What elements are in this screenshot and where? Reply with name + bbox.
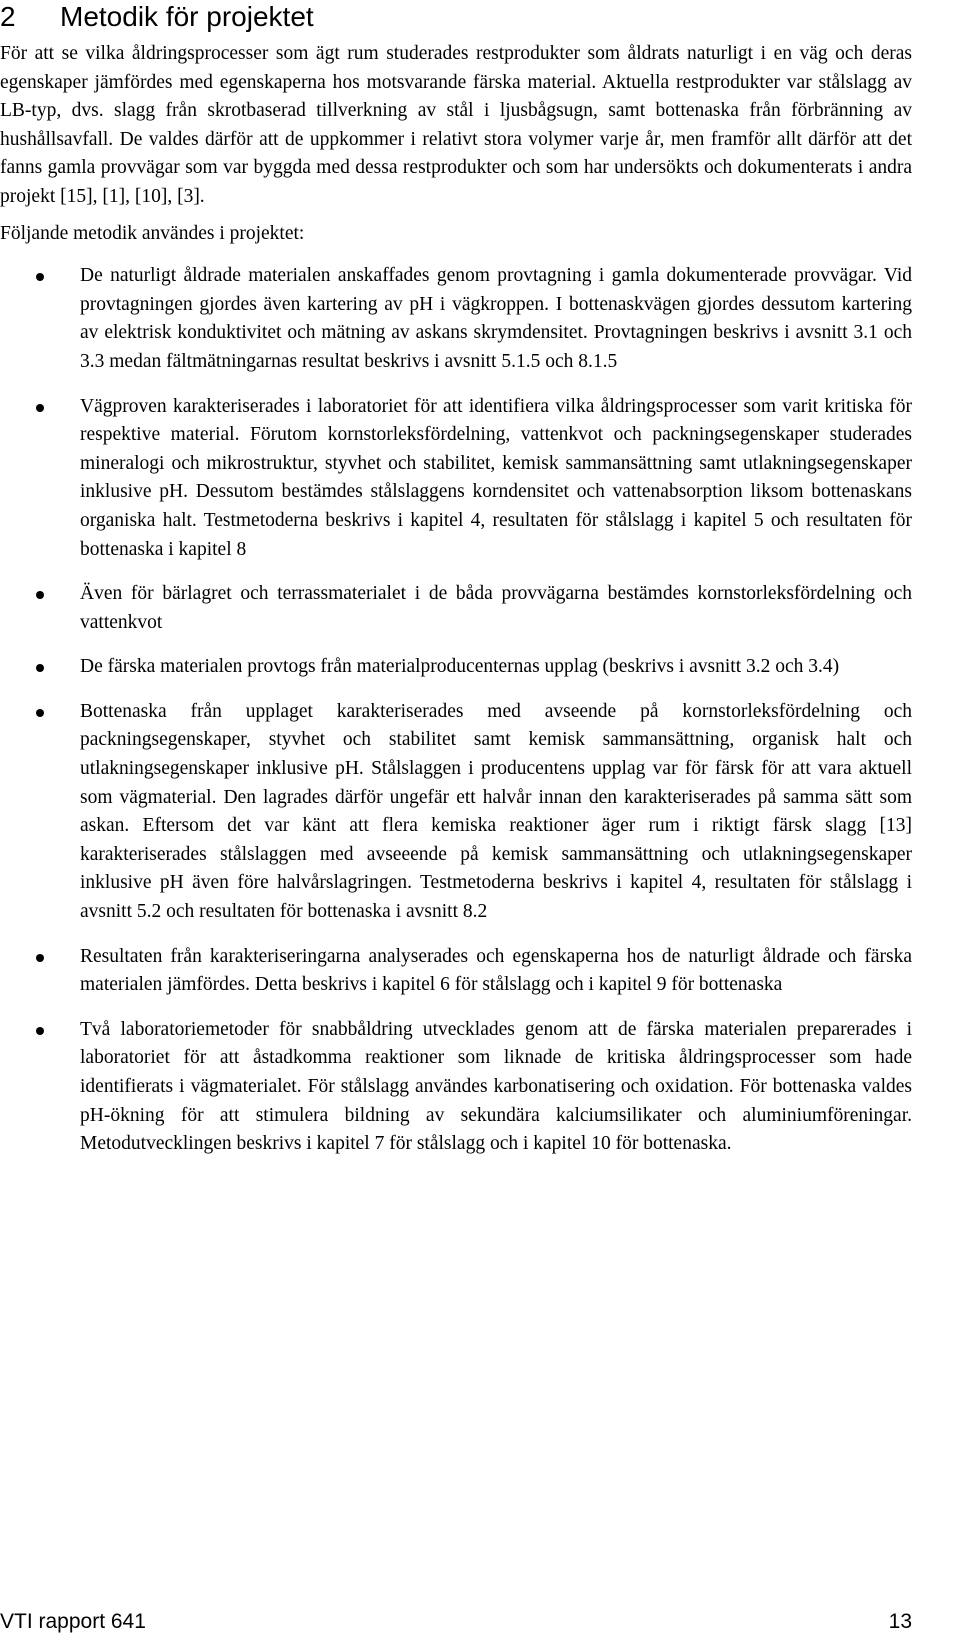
list-item — [0, 580, 912, 637]
list-item — [0, 698, 912, 927]
bullet-icon — [36, 1027, 44, 1035]
section-title: Metodik för projektet — [60, 1, 314, 32]
list-item — [0, 653, 912, 682]
bullet-icon — [36, 709, 44, 717]
list-item-text: Resultaten från karakteriseringarna analyserades och egenskaperna hos de naturligt åldrade och färska materialen jämfördes. Detta beskrivs i kapitel 6 för stålslagg och i kapitel 9 för bottenaska — [80, 945, 912, 996]
list-item-text: Två laboratoriemetoder för snabbåldring utvecklades genom att de färska materialen preparerades i laboratoriet för att åstadkomma reaktioner som liknade de kritiska åldringsprocesser som hade identifierats i vägmaterialet. För stålslagg användes karbonatisering och oxidation. För bottenaska valdes pH-ökning för att stimulera bildning av sekundära kalciumsilikater och aluminiumföreningar. Metodutvecklingen beskrivs i kapitel 7 för stålslagg och i kapitel 10 för bottenaska. — [80, 1018, 912, 1155]
body-text — [0, 40, 912, 1159]
list-item — [0, 943, 912, 1000]
list-item-text: De naturligt åldrade materialen anskaffades genom provtagning i gamla dokumenterade provvägar. Vid provtagningen gjordes även kartering av pH i vägkroppen. I bottenaskvägen gjordes dessutom kartering av elektrisk konduktivitet och mätning av askans skrymdensitet. Provtagningen beskrivs i avsnitt 3.1 och 3.3 medan fältmätningarnas resultat beskrivs i avsnitt 5.1.5 och 8.1.5 — [80, 265, 912, 372]
page-number: 13 — [888, 1610, 912, 1633]
bullet-icon — [36, 591, 44, 599]
section-number: 2 — [0, 1, 16, 32]
list-item-text: Vägproven karakteriserades i laboratoriet för att identifiera vilka åldringsprocesser som varit kritiska för respektive material. Förutom kornstorleksfördelning, vattenkvot och packningsegenskaper studerades mineralogi och mikrostruktur, styvhet och stabilitet, kemisk sammansättning samt utlakningsegenskaper inklusive pH. Dessutom bestämdes stålslaggens korndensitet och vattenabsorption liksom bottenaskans organiska halt. Testmetoderna beskrivs i kapitel 4, resultaten för stålslagg i kapitel 5 och resultaten för bottenaska i kapitel 8 — [80, 395, 912, 560]
list-item — [0, 1016, 912, 1159]
report-name: VTI rapport 641 — [0, 1610, 146, 1633]
section-heading — [0, 0, 314, 34]
method-lead-paragraph: Följande metodik användes i projektet: — [0, 222, 305, 244]
list-item-text: De färska materialen provtogs från materialproducenternas upplag (beskrivs i avsnitt 3.2 och 3.4) — [80, 656, 840, 678]
list-item-text: Även för bärlagret och terrassmaterialet i de båda provvägarna bestämdes kornstorleksfördelning och vattenkvot — [80, 583, 912, 633]
list-item — [0, 393, 912, 565]
intro-paragraph: För att se vilka åldringsprocesser som ägt rum studerades restprodukter som åldrats naturligt i en väg och deras egenskaper jämfördes med egenskaperna hos motsvarande färska material. Aktuella restprodukter var stålslagg av LB-typ, dvs. slagg från skrotbaserad tillverkning av stål i ljusbågsugn, samt bottenaska från förbränning av hushållsavfall. De valdes därför att de uppkommer i relativt stora volymer varje år, men framför allt därför att det fanns gamla provvägar som var byggda med dessa restprodukter och som har undersökts och dokumenterats i andra projekt [15], [1], [10], [3]. — [0, 43, 912, 207]
list-item — [0, 262, 912, 376]
list-item-text: Bottenaska från upplaget karakteriserades med avseende på kornstorleksfördelning och packningsegenskaper, styvhet och stabilitet samt kemisk sammansättning, organisk halt och utlakningsegenskaper inklusive pH. Stålslaggen i producentens upplag var för färsk för att vara aktuell som vägmaterial. Den lagrades därför ungefär ett halvår innan den karakteriserades på samma sätt som askan. Eftersom det var känt att flera kemiska reaktioner äger rum i riktigt färsk slagg [13] karakteriserades stålslaggen med avseeende på kemisk sammansättning och utlakningsegenskaper inklusive pH även före halvårslagringen. Testmetoderna beskrivs i kapitel 4, resultaten för stålslagg i avsnitt 5.2 och resultaten för bottenaska i avsnitt 8.2 — [80, 700, 912, 923]
method-list — [0, 262, 912, 1159]
bullet-icon — [36, 273, 44, 281]
bullet-icon — [36, 664, 44, 672]
bullet-icon — [36, 954, 44, 962]
bullet-icon — [36, 404, 44, 412]
